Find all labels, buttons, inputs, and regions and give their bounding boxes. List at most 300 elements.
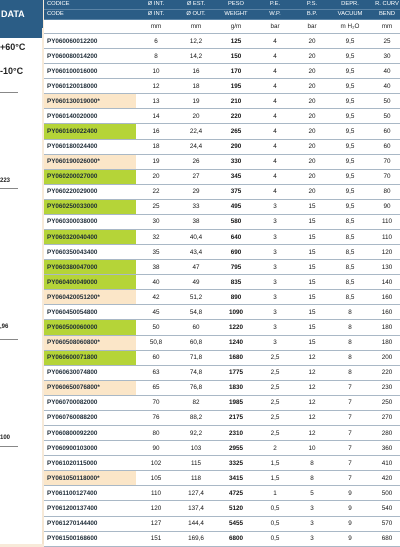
unit-cell <box>44 20 136 34</box>
weight-cell: 1240 <box>216 335 256 350</box>
header-row-english <box>44 10 400 20</box>
table-row <box>44 426 400 441</box>
working-pressure-cell: 4 <box>256 94 294 109</box>
burst-pressure-cell: 20 <box>294 109 330 124</box>
vacuum-cell: 9,5 <box>330 154 370 169</box>
burst-pressure-cell: 20 <box>294 154 330 169</box>
burst-pressure-cell: 8 <box>294 471 330 486</box>
bend-radius-cell: 50 <box>370 94 400 109</box>
table-row <box>44 486 400 501</box>
burst-pressure-cell: 10 <box>294 441 330 456</box>
bend-radius-cell: 25 <box>370 34 400 49</box>
inner-diameter-cell: 42 <box>136 290 176 305</box>
vacuum-cell: 9,5 <box>330 139 370 154</box>
table-row <box>44 395 400 410</box>
outer-diameter-cell: 29 <box>176 184 216 199</box>
working-pressure-cell: 1,5 <box>256 471 294 486</box>
bend-radius-cell: 50 <box>370 109 400 124</box>
product-code-cell: PY061500168600 <box>44 531 136 546</box>
weight-cell: 3415 <box>216 471 256 486</box>
table-row <box>44 64 400 79</box>
outer-diameter-cell: 88,2 <box>176 410 216 425</box>
outer-diameter-cell: 26 <box>176 154 216 169</box>
inner-diameter-cell: 50 <box>136 320 176 335</box>
weight-cell: 835 <box>216 275 256 290</box>
outer-diameter-cell: 38 <box>176 214 216 229</box>
weight-cell: 795 <box>216 260 256 275</box>
outer-diameter-cell: 60,8 <box>176 335 216 350</box>
working-pressure-cell: 4 <box>256 34 294 49</box>
unit-cell: mm <box>176 20 216 34</box>
outer-diameter-cell: 74,8 <box>176 365 216 380</box>
inner-diameter-cell: 18 <box>136 139 176 154</box>
vacuum-cell: 8 <box>330 305 370 320</box>
weight-cell: 2310 <box>216 426 256 441</box>
table-row <box>44 456 400 471</box>
bend-radius-cell: 140 <box>370 275 400 290</box>
bend-radius-cell: 250 <box>370 395 400 410</box>
burst-pressure-cell: 12 <box>294 350 330 365</box>
left-note-3: 100 <box>0 435 11 441</box>
vacuum-cell: 9,5 <box>330 199 370 214</box>
burst-pressure-cell: 5 <box>294 486 330 501</box>
left-divider <box>0 339 18 340</box>
col-header-peso: PESO <box>216 0 256 10</box>
product-code-cell: PY060500060000 <box>44 320 136 335</box>
burst-pressure-cell: 8 <box>294 456 330 471</box>
table-row <box>44 380 400 395</box>
inner-diameter-cell: 25 <box>136 199 176 214</box>
outer-diameter-cell: 76,8 <box>176 380 216 395</box>
burst-pressure-cell: 12 <box>294 365 330 380</box>
bend-radius-cell: 70 <box>370 169 400 184</box>
working-pressure-cell: 4 <box>256 79 294 94</box>
product-code-cell: PY060700082000 <box>44 395 136 410</box>
table-row <box>44 410 400 425</box>
bend-radius-cell: 80 <box>370 184 400 199</box>
vacuum-cell: 9,5 <box>330 79 370 94</box>
product-code-cell: PY060508060800* <box>44 335 136 350</box>
weight-cell: 580 <box>216 214 256 229</box>
product-code-cell: PY060250033000 <box>44 199 136 214</box>
burst-pressure-cell: 20 <box>294 169 330 184</box>
left-note-2: ,96 <box>0 324 9 330</box>
vacuum-cell: 9 <box>330 531 370 546</box>
table-row <box>44 34 400 49</box>
outer-diameter-cell: 12,2 <box>176 34 216 49</box>
working-pressure-cell: 2,5 <box>256 350 294 365</box>
working-pressure-cell: 3 <box>256 245 294 260</box>
vacuum-cell: 8,5 <box>330 260 370 275</box>
working-pressure-cell: 4 <box>256 169 294 184</box>
outer-diameter-cell: 118 <box>176 471 216 486</box>
left-note-1: 223 <box>0 178 11 184</box>
weight-cell: 170 <box>216 64 256 79</box>
inner-diameter-cell: 40 <box>136 275 176 290</box>
burst-pressure-cell: 15 <box>294 214 330 229</box>
working-pressure-cell: 4 <box>256 139 294 154</box>
table-row <box>44 471 400 486</box>
weight-cell: 125 <box>216 34 256 49</box>
inner-diameter-cell: 120 <box>136 501 176 516</box>
col-header-weight-en: WEIGHT <box>216 10 256 20</box>
bend-radius-cell: 220 <box>370 365 400 380</box>
bend-radius-cell: 180 <box>370 320 400 335</box>
bend-radius-cell: 110 <box>370 214 400 229</box>
left-panel-header: DATA <box>0 0 43 28</box>
col-header-int: Ø INT. <box>136 0 176 10</box>
burst-pressure-cell: 15 <box>294 245 330 260</box>
product-code-cell: PY060650076800* <box>44 380 136 395</box>
weight-cell: 5455 <box>216 516 256 531</box>
col-header-out-en: Ø OUT. <box>176 10 216 20</box>
table-row <box>44 275 400 290</box>
vacuum-cell: 9,5 <box>330 49 370 64</box>
outer-diameter-cell: 22,4 <box>176 124 216 139</box>
unit-cell: bar <box>256 20 294 34</box>
col-header-curv: R. CURV <box>370 0 400 10</box>
vacuum-cell: 7 <box>330 441 370 456</box>
inner-diameter-cell: 13 <box>136 94 176 109</box>
outer-diameter-cell: 71,8 <box>176 350 216 365</box>
unit-cell: bar <box>294 20 330 34</box>
col-header-code: CODICE <box>44 0 136 10</box>
product-code-cell: PY060220029000 <box>44 184 136 199</box>
burst-pressure-cell: 15 <box>294 275 330 290</box>
burst-pressure-cell: 20 <box>294 139 330 154</box>
outer-diameter-cell: 51,2 <box>176 290 216 305</box>
weight-cell: 1090 <box>216 305 256 320</box>
burst-pressure-cell: 15 <box>294 305 330 320</box>
table-row <box>44 245 400 260</box>
burst-pressure-cell: 15 <box>294 260 330 275</box>
table-row <box>44 109 400 124</box>
inner-diameter-cell: 70 <box>136 395 176 410</box>
table-row <box>44 154 400 169</box>
left-panel <box>0 0 42 544</box>
working-pressure-cell: 3 <box>256 290 294 305</box>
burst-pressure-cell: 12 <box>294 426 330 441</box>
burst-pressure-cell: 12 <box>294 395 330 410</box>
outer-diameter-cell: 47 <box>176 260 216 275</box>
bend-radius-cell: 130 <box>370 260 400 275</box>
vacuum-cell: 9 <box>330 486 370 501</box>
burst-pressure-cell: 15 <box>294 290 330 305</box>
inner-diameter-cell: 76 <box>136 410 176 425</box>
bend-radius-cell: 60 <box>370 139 400 154</box>
weight-cell: 290 <box>216 139 256 154</box>
product-code-cell: PY060450054800 <box>44 305 136 320</box>
product-code-cell: PY060120018000 <box>44 79 136 94</box>
weight-cell: 150 <box>216 49 256 64</box>
working-pressure-cell: 0,5 <box>256 516 294 531</box>
working-pressure-cell: 4 <box>256 64 294 79</box>
product-code-cell: PY061050118000* <box>44 471 136 486</box>
burst-pressure-cell: 20 <box>294 49 330 64</box>
working-pressure-cell: 4 <box>256 154 294 169</box>
outer-diameter-cell: 137,4 <box>176 501 216 516</box>
vacuum-cell: 9,5 <box>330 34 370 49</box>
working-pressure-cell: 2,5 <box>256 410 294 425</box>
product-code-cell: PY060600071800 <box>44 350 136 365</box>
burst-pressure-cell: 3 <box>294 516 330 531</box>
working-pressure-cell: 3 <box>256 230 294 245</box>
left-panel-header-band <box>0 28 42 38</box>
temp-max: +60°C <box>0 42 26 52</box>
weight-cell: 3325 <box>216 456 256 471</box>
working-pressure-cell: 3 <box>256 305 294 320</box>
table-row <box>44 320 400 335</box>
weight-cell: 640 <box>216 230 256 245</box>
vacuum-cell: 9 <box>330 501 370 516</box>
product-code-cell: PY060200027000 <box>44 169 136 184</box>
working-pressure-cell: 4 <box>256 184 294 199</box>
product-code-cell: PY060180024400 <box>44 139 136 154</box>
burst-pressure-cell: 3 <box>294 531 330 546</box>
weight-cell: 330 <box>216 154 256 169</box>
vacuum-cell: 8,5 <box>330 275 370 290</box>
outer-diameter-cell: 82 <box>176 395 216 410</box>
weight-cell: 195 <box>216 79 256 94</box>
bend-radius-cell: 40 <box>370 79 400 94</box>
inner-diameter-cell: 38 <box>136 260 176 275</box>
inner-diameter-cell: 151 <box>136 531 176 546</box>
vacuum-cell: 9,5 <box>330 94 370 109</box>
left-divider <box>0 92 18 93</box>
bend-radius-cell: 570 <box>370 516 400 531</box>
bend-radius-cell: 410 <box>370 456 400 471</box>
left-divider <box>0 188 18 189</box>
product-code-cell: PY061100127400 <box>44 486 136 501</box>
bend-radius-cell: 120 <box>370 245 400 260</box>
product-code-cell: PY060190026000* <box>44 154 136 169</box>
col-header-wp-en: W.P. <box>256 10 294 20</box>
weight-cell: 2175 <box>216 410 256 425</box>
inner-diameter-cell: 102 <box>136 456 176 471</box>
table-row <box>44 184 400 199</box>
inner-diameter-cell: 65 <box>136 380 176 395</box>
bend-radius-cell: 270 <box>370 410 400 425</box>
unit-cell: mm <box>370 20 400 34</box>
units-row <box>44 20 400 34</box>
vacuum-cell: 9,5 <box>330 184 370 199</box>
table-row <box>44 169 400 184</box>
bend-radius-cell: 280 <box>370 426 400 441</box>
vacuum-cell: 9,5 <box>330 169 370 184</box>
inner-diameter-cell: 30 <box>136 214 176 229</box>
product-code-cell: PY060420051200* <box>44 290 136 305</box>
vacuum-cell: 9,5 <box>330 64 370 79</box>
vacuum-cell: 7 <box>330 456 370 471</box>
bend-radius-cell: 500 <box>370 486 400 501</box>
weight-cell: 5120 <box>216 501 256 516</box>
product-code-cell: PY060400049000 <box>44 275 136 290</box>
product-code-cell: PY060140020000 <box>44 109 136 124</box>
bend-radius-cell: 360 <box>370 441 400 456</box>
outer-diameter-cell: 54,8 <box>176 305 216 320</box>
inner-diameter-cell: 50,8 <box>136 335 176 350</box>
product-code-cell: PY060320040400 <box>44 230 136 245</box>
outer-diameter-cell: 49 <box>176 275 216 290</box>
vacuum-cell: 8,5 <box>330 230 370 245</box>
col-header-pe: P.E. <box>256 0 294 10</box>
table-row <box>44 94 400 109</box>
weight-cell: 4725 <box>216 486 256 501</box>
vacuum-cell: 8 <box>330 365 370 380</box>
col-header-depr: DEPR. <box>330 0 370 10</box>
bend-radius-cell: 680 <box>370 531 400 546</box>
table-row <box>44 214 400 229</box>
table-row <box>44 501 400 516</box>
table-row <box>44 79 400 94</box>
vacuum-cell: 8,5 <box>330 290 370 305</box>
product-code-cell: PY061270144400 <box>44 516 136 531</box>
burst-pressure-cell: 20 <box>294 94 330 109</box>
inner-diameter-cell: 32 <box>136 230 176 245</box>
inner-diameter-cell: 110 <box>136 486 176 501</box>
bend-radius-cell: 90 <box>370 199 400 214</box>
weight-cell: 1220 <box>216 320 256 335</box>
col-header-vacuum-en: VACUUM <box>330 10 370 20</box>
unit-cell: mm <box>136 20 176 34</box>
left-divider <box>0 446 18 447</box>
bend-radius-cell: 230 <box>370 380 400 395</box>
vacuum-cell: 8 <box>330 350 370 365</box>
outer-diameter-cell: 27 <box>176 169 216 184</box>
inner-diameter-cell: 20 <box>136 169 176 184</box>
burst-pressure-cell: 12 <box>294 380 330 395</box>
product-code-cell: PY060080014200 <box>44 49 136 64</box>
inner-diameter-cell: 22 <box>136 184 176 199</box>
working-pressure-cell: 1 <box>256 486 294 501</box>
working-pressure-cell: 4 <box>256 124 294 139</box>
table-row <box>44 350 400 365</box>
col-header-est: Ø EST. <box>176 0 216 10</box>
table-row <box>44 230 400 245</box>
table-row <box>44 139 400 154</box>
burst-pressure-cell: 20 <box>294 79 330 94</box>
working-pressure-cell: 2,5 <box>256 365 294 380</box>
bend-radius-cell: 110 <box>370 230 400 245</box>
product-code-cell: PY060060012200 <box>44 34 136 49</box>
product-spec-table <box>44 0 400 547</box>
outer-diameter-cell: 43,4 <box>176 245 216 260</box>
vacuum-cell: 7 <box>330 426 370 441</box>
burst-pressure-cell: 3 <box>294 501 330 516</box>
vacuum-cell: 8,5 <box>330 214 370 229</box>
working-pressure-cell: 4 <box>256 49 294 64</box>
outer-diameter-cell: 169,6 <box>176 531 216 546</box>
working-pressure-cell: 0,5 <box>256 501 294 516</box>
working-pressure-cell: 2 <box>256 441 294 456</box>
outer-diameter-cell: 92,2 <box>176 426 216 441</box>
table-row <box>44 335 400 350</box>
bend-radius-cell: 40 <box>370 64 400 79</box>
weight-cell: 495 <box>216 199 256 214</box>
col-header-bp-en: B.P. <box>294 10 330 20</box>
table-row <box>44 49 400 64</box>
inner-diameter-cell: 63 <box>136 365 176 380</box>
outer-diameter-cell: 20 <box>176 109 216 124</box>
table-row <box>44 441 400 456</box>
outer-diameter-cell: 115 <box>176 456 216 471</box>
weight-cell: 2955 <box>216 441 256 456</box>
product-code-cell: PY061020115000 <box>44 456 136 471</box>
outer-diameter-cell: 16 <box>176 64 216 79</box>
outer-diameter-cell: 60 <box>176 320 216 335</box>
working-pressure-cell: 3 <box>256 275 294 290</box>
table-row <box>44 365 400 380</box>
unit-cell: g/m <box>216 20 256 34</box>
col-header-code-en: CODE <box>44 10 136 20</box>
weight-cell: 1775 <box>216 365 256 380</box>
inner-diameter-cell: 60 <box>136 350 176 365</box>
working-pressure-cell: 2,5 <box>256 380 294 395</box>
unit-cell: m H₂O <box>330 20 370 34</box>
outer-diameter-cell: 33 <box>176 199 216 214</box>
inner-diameter-cell: 80 <box>136 426 176 441</box>
weight-cell: 345 <box>216 169 256 184</box>
outer-diameter-cell: 19 <box>176 94 216 109</box>
vacuum-cell: 9,5 <box>330 109 370 124</box>
table-row <box>44 199 400 214</box>
bend-radius-cell: 30 <box>370 49 400 64</box>
vacuum-cell: 8,5 <box>330 245 370 260</box>
bend-radius-cell: 540 <box>370 501 400 516</box>
working-pressure-cell: 2,5 <box>256 426 294 441</box>
table-row <box>44 260 400 275</box>
product-code-cell: PY060900103000 <box>44 441 136 456</box>
bend-radius-cell: 70 <box>370 154 400 169</box>
weight-cell: 375 <box>216 184 256 199</box>
product-code-cell: PY060760088200 <box>44 410 136 425</box>
product-code-cell: PY060100016000 <box>44 64 136 79</box>
table-row <box>44 516 400 531</box>
outer-diameter-cell: 18 <box>176 79 216 94</box>
inner-diameter-cell: 105 <box>136 471 176 486</box>
table-row <box>44 124 400 139</box>
weight-cell: 6800 <box>216 531 256 546</box>
inner-diameter-cell: 12 <box>136 79 176 94</box>
burst-pressure-cell: 20 <box>294 64 330 79</box>
col-header-int-en: Ø INT. <box>136 10 176 20</box>
inner-diameter-cell: 6 <box>136 34 176 49</box>
vacuum-cell: 9 <box>330 516 370 531</box>
burst-pressure-cell: 15 <box>294 335 330 350</box>
header-row-italian <box>44 0 400 10</box>
vacuum-cell: 7 <box>330 395 370 410</box>
inner-diameter-cell: 10 <box>136 64 176 79</box>
working-pressure-cell: 0,5 <box>256 531 294 546</box>
product-code-cell: PY060380047000 <box>44 260 136 275</box>
col-header-bend-en: BEND <box>370 10 400 20</box>
product-code-cell: PY060300038000 <box>44 214 136 229</box>
outer-diameter-cell: 144,4 <box>176 516 216 531</box>
inner-diameter-cell: 90 <box>136 441 176 456</box>
outer-diameter-cell: 40,4 <box>176 230 216 245</box>
vacuum-cell: 7 <box>330 471 370 486</box>
inner-diameter-cell: 35 <box>136 245 176 260</box>
product-code-cell: PY060160022400 <box>44 124 136 139</box>
burst-pressure-cell: 20 <box>294 124 330 139</box>
temp-min: -10°C <box>0 66 24 76</box>
product-code-cell: PY060350043400 <box>44 245 136 260</box>
weight-cell: 690 <box>216 245 256 260</box>
inner-diameter-cell: 127 <box>136 516 176 531</box>
working-pressure-cell: 1,5 <box>256 456 294 471</box>
product-code-cell: PY060800092200 <box>44 426 136 441</box>
inner-diameter-cell: 8 <box>136 49 176 64</box>
